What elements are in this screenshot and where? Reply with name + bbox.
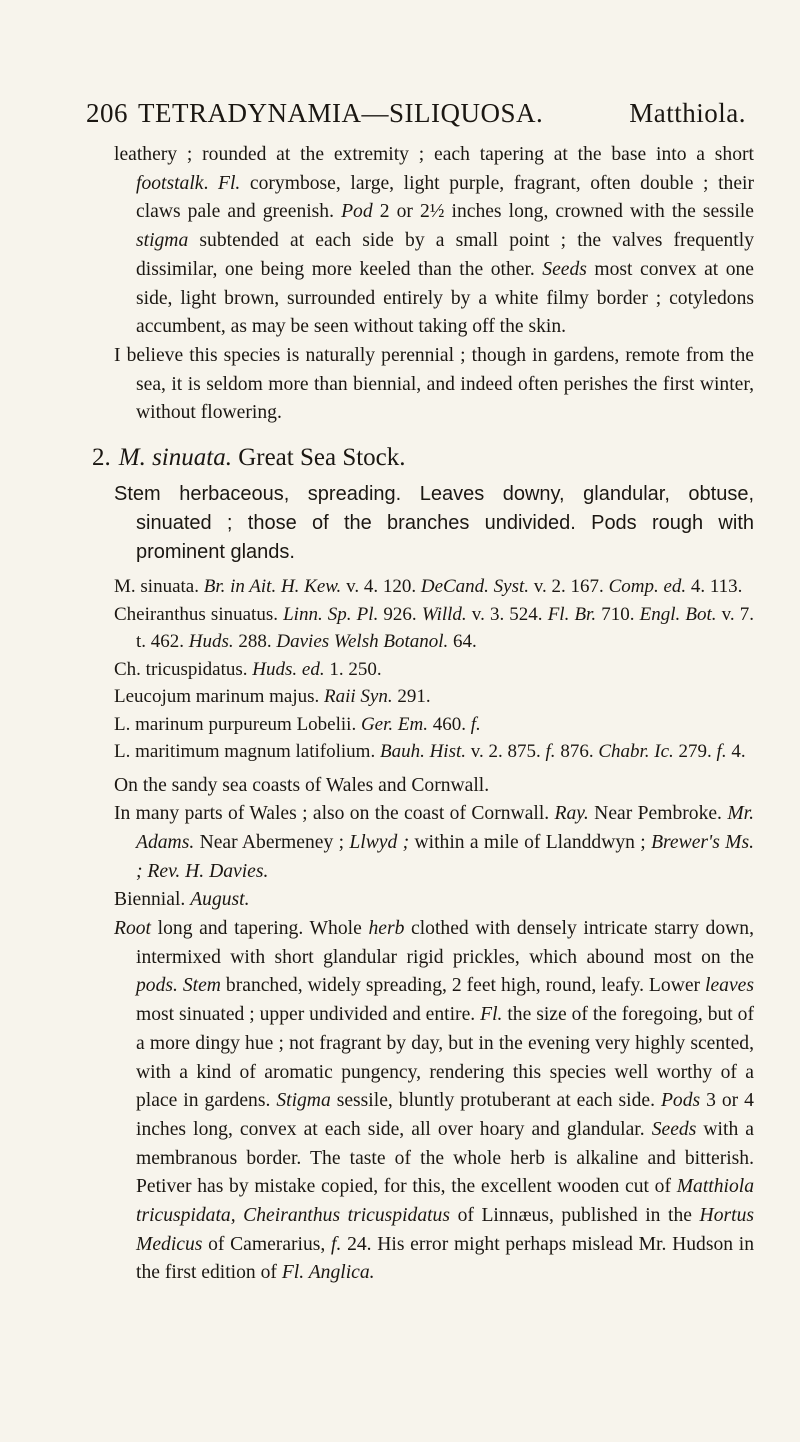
italic-run: pods. xyxy=(136,975,178,997)
italic-run: Engl. Bot. xyxy=(639,603,717,625)
continued-description: leathery ; rounded at the extremity ; each tapering at the base into a short footstalk. Fl. corymbose, large, light purple, fragrant, often double ; their claws pale and greenish. Pod 2 or 2½ inches long, crowned with the sessile stigma subtended at each side by a small point ; the valves frequently dissimilar, one being more keeled than the other. Seeds most convex at one side, light brown, surrounded entirely by a white filmy border ; cotyledons accumbent, as may be seen without taking off the skin. xyxy=(114,144,754,338)
habitat: On the sandy sea coasts of Wales and Cornwall. xyxy=(114,774,490,796)
italic-run: Matthiola tricuspidata, Cheiranthus tricuspidatus xyxy=(136,1176,754,1227)
italic-run: f. xyxy=(716,741,727,763)
italic-run: Linn. Sp. Pl. xyxy=(283,603,379,625)
italic-run: leaves xyxy=(705,975,754,997)
italic-run: f. xyxy=(545,741,556,763)
italic-run: Seeds xyxy=(651,1118,697,1140)
italic-run: Pod xyxy=(341,201,373,223)
synonymy xyxy=(114,573,754,766)
synonym-entry: Cheiranthus sinuatus. Linn. Sp. Pl. 926. Willd. v. 3. 524. Fl. Br. 710. Engl. Bot. v. 7. t. 462. Huds. 288. Davies Welsh Botanol. 64. xyxy=(114,603,754,653)
italic-run: Fl. Br. xyxy=(547,603,597,625)
species-name: M. sinuata. xyxy=(118,444,232,472)
species-common-name: Great Sea Stock. xyxy=(238,444,406,472)
italic-run: August. xyxy=(190,889,250,911)
italic-run: Hortus Medicus xyxy=(136,1205,754,1255)
species-number: 2. xyxy=(92,444,111,472)
page-number: 206 xyxy=(86,98,128,128)
italic-run: Br. in Ait. H. Kew. xyxy=(203,576,342,598)
synonym-entry: Ch. tricuspidatus. Huds. ed. 1. 250. xyxy=(114,658,382,680)
italic-run: DeCand. Syst. xyxy=(420,576,530,598)
italic-run: Mr. Adams. xyxy=(136,803,755,853)
italic-run: Brewer's Ms. ; Rev. H. Davies. xyxy=(136,831,755,882)
italic-run: Davies Welsh Botanol. xyxy=(276,631,449,653)
italic-run: Stem xyxy=(182,975,221,997)
italic-run: Ger. Em. xyxy=(360,713,428,735)
synonym-entry: M. sinuata. Br. in Ait. H. Kew. v. 4. 120. DeCand. Syst. v. 2. 167. Comp. ed. 4. 113. xyxy=(114,576,743,598)
italic-run: Llwyd ; xyxy=(349,831,410,853)
italic-run: Fl. xyxy=(218,172,241,194)
italic-run: Pods xyxy=(660,1090,701,1112)
italic-run: Seeds xyxy=(542,258,587,280)
species-heading xyxy=(92,440,754,476)
italic-run: Comp. ed. xyxy=(608,576,687,598)
italic-run: stigma xyxy=(136,230,189,252)
perennial-remark: I believe this species is naturally perennial ; though in gardens, remote from the sea, it is seldom more than biennial, and indeed often perishes the first winter, without flowering. xyxy=(114,344,754,424)
running-genus: Matthiola. xyxy=(629,98,746,128)
synonym-entry: L. maritimum magnum latifolium. Bauh. Hist. v. 2. 875. f. 876. Chabr. Ic. 279. f. 4. xyxy=(114,741,746,763)
italic-run: Huds. ed. xyxy=(252,658,325,680)
italic-run: Raii Syn. xyxy=(324,686,393,708)
running-title: TETRADYNAMIA—SILIQUOSA. xyxy=(138,98,544,128)
italic-run: Fl. xyxy=(480,1004,503,1026)
italic-run: Willd. xyxy=(421,603,467,625)
synonym-entry: Leucojum marinum majus. Raii Syn. 291. xyxy=(114,686,431,708)
italic-run: herb xyxy=(368,918,405,940)
italic-run: f. xyxy=(331,1233,342,1255)
italic-run: f. xyxy=(470,713,481,735)
species-description: Root long and tapering. Whole herb clothed with densely intricate starry down, intermixed with short glandular rigid prickles, which abound most on the pods. Stem branched, widely spreading, 2 feet high, round, leafy. Lower leaves most sinuated ; upper undivided and entire. Fl. the size of the foregoing, but of a more dingy hue ; not fragrant by day, but in the evening very highly scented, with a kind of aromatic pungency, rendering this species well worthy of a place in gardens. Stigma sessile, bluntly protuberant at each side. Pods 3 or 4 inches long, convex at each side, all over hoary and glandular. Seeds with a membranous border. The taste of the whole herb is alkaline and bitterish. Petiver has by mistake copied, for this, the excellent wooden cut of Matthiola tricuspidata, Cheiranthus tricuspidatus of Linnæus, published in the Hortus Medicus of Camerarius, f. 24. His error might perhaps mislead Mr. Hudson in the first edition of Fl. Anglica. xyxy=(114,918,755,1284)
italic-run: Root xyxy=(114,918,152,940)
species-diagnosis: Stem herbaceous, spreading. Leaves downy, glandular, obtuse, sinuated ; those of the branches undivided. Pods rough with prominent glands. xyxy=(114,483,754,564)
italic-run: Bauh. Hist. xyxy=(379,741,466,763)
italic-run: Fl. Anglica. xyxy=(281,1262,375,1284)
synonym-entry: L. marinum purpureum Lobelii. Ger. Em. 460. f. xyxy=(114,713,481,735)
localities: In many parts of Wales ; also on the coast of Cornwall. Ray. Near Pembroke. Mr. Adams. Near Abermeney ; Llwyd ; within a mile of Llanddwyn ; Brewer's Ms. ; Rev. H. Davies. xyxy=(114,803,755,882)
italic-run: Chabr. Ic. xyxy=(598,741,674,763)
italic-run: Stigma xyxy=(276,1090,331,1112)
italic-run: Ray. xyxy=(554,803,589,825)
italic-run: footstalk xyxy=(136,172,204,194)
page-body xyxy=(92,141,755,1288)
distribution xyxy=(114,772,754,1289)
duration: Biennial. August. xyxy=(114,889,250,911)
italic-run: Huds. xyxy=(188,631,234,653)
running-head xyxy=(86,98,746,129)
